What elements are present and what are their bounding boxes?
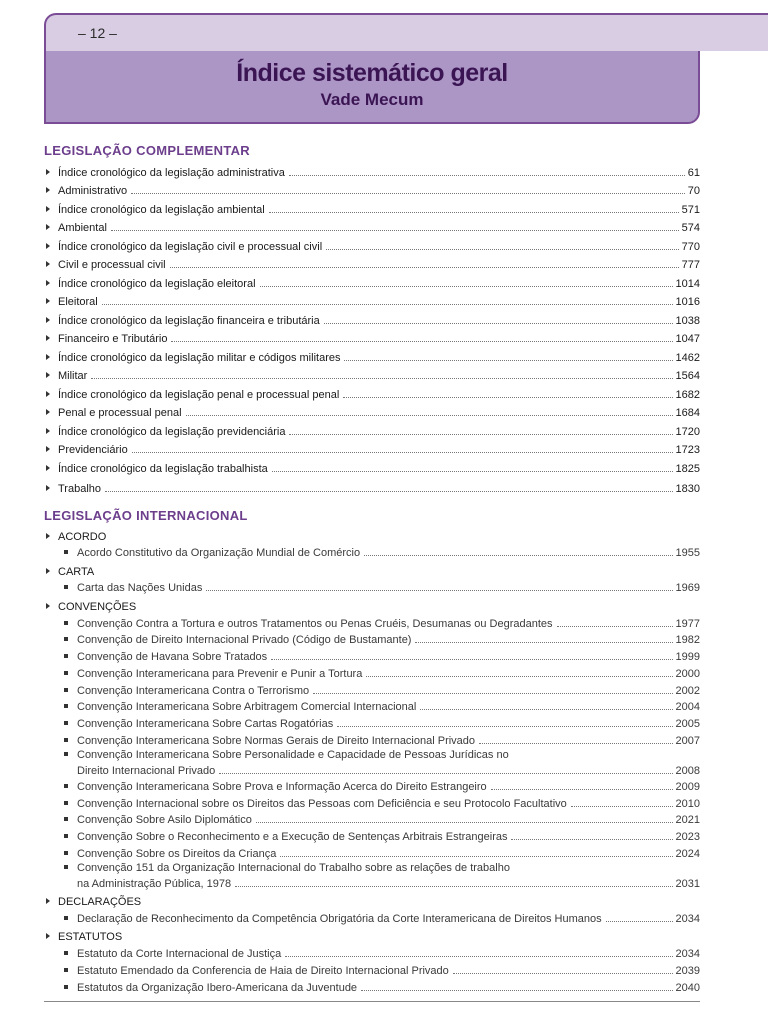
bullet-icon [64, 865, 68, 869]
index-entry[interactable] [46, 481, 700, 495]
entry-page: 1682 [675, 389, 700, 401]
entry-page: 1830 [675, 483, 700, 495]
arrow-right-icon [46, 298, 50, 304]
entry-label: Convenção Contra a Tortura e outros Tratamentos ou Penas Cruéis, Desumanas ou Degradantes [77, 618, 553, 630]
index-entry[interactable] [46, 387, 700, 401]
entry-page: 1462 [675, 352, 700, 364]
entry-label: Índice cronológico da legislação civil e processual civil [58, 241, 323, 253]
entry-label: Acordo Constitutivo da Organização Mundial de Comércio [77, 547, 361, 559]
dot-leader [420, 709, 672, 710]
index-entry[interactable] [46, 294, 700, 308]
entry-label: Convenção Interamericana Sobre Cartas Rogatórias [77, 718, 334, 730]
group-acordo [46, 529, 106, 543]
index-entry[interactable] [62, 716, 700, 730]
dot-leader [479, 743, 672, 744]
entry-label: Índice cronológico da legislação financeira e tributária [58, 315, 320, 327]
arrow-right-icon [46, 428, 50, 434]
dot-leader [131, 193, 685, 194]
index-entry[interactable] [46, 442, 700, 456]
arrow-right-icon [46, 933, 50, 939]
entry-page: 1999 [675, 651, 700, 663]
entry-page: 770 [681, 241, 700, 253]
entry-label: Ambiental [58, 222, 107, 234]
arrow-right-icon [46, 446, 50, 452]
conv-151-entry[interactable] [62, 862, 510, 874]
entry-page: 2010 [675, 798, 700, 810]
arrow-right-icon [46, 409, 50, 415]
entry-label: Convenção Interamericana Sobre Normas Gerais de Direito Internacional Privado [77, 735, 476, 747]
entry-label: Índice cronológico da legislação militar e códigos militares [58, 352, 341, 364]
index-entry[interactable] [62, 963, 700, 977]
dot-leader [344, 360, 672, 361]
entry-label: Índice cronológico da legislação administrativa [58, 167, 285, 179]
dot-leader [269, 212, 679, 213]
header-banner [44, 51, 700, 124]
section-legislacao-complementar: LEGISLAÇÃO COMPLEMENTAR [44, 143, 250, 158]
entry-page: 2023 [675, 831, 700, 843]
entry-label-line2: na Administração Pública, 1978 [77, 878, 232, 890]
entry-label: Convenção Interamericana Contra o Terrorismo [77, 685, 310, 697]
index-entry[interactable] [62, 580, 700, 594]
dot-leader [171, 341, 672, 342]
index-entry[interactable] [46, 202, 700, 216]
index-entry[interactable] [62, 980, 700, 994]
entry-label: Índice cronológico da legislação ambiental [58, 204, 265, 216]
entry-page: 2040 [675, 982, 700, 994]
entry-label: Militar [58, 370, 88, 382]
bullet-icon [64, 784, 68, 788]
entry-label: Declaração de Reconhecimento da Competência Obrigatória da Corte Interamericana de Direitos Humanos [77, 913, 602, 925]
arrow-right-icon [46, 169, 50, 175]
entry-label: Previdenciário [58, 444, 128, 456]
group-declaracoes [46, 894, 141, 908]
dot-leader [337, 726, 672, 727]
dot-leader [343, 397, 672, 398]
dot-leader [170, 267, 679, 268]
index-entry[interactable] [62, 779, 700, 793]
index-entry[interactable] [62, 616, 700, 630]
entry-label: Estatutos da Organização Ibero-Americana da Juventude [77, 982, 358, 994]
dot-leader [285, 956, 672, 957]
bullet-icon [64, 704, 68, 708]
dot-leader [453, 973, 673, 974]
conv-personalidade-entry[interactable] [62, 749, 509, 761]
arrow-right-icon [46, 335, 50, 341]
arrow-right-icon [46, 391, 50, 397]
index-entry[interactable] [62, 632, 700, 646]
entry-page: 1564 [675, 370, 700, 382]
index-entry[interactable] [46, 461, 700, 475]
dot-leader [289, 434, 672, 435]
bottom-divider [44, 1001, 700, 1002]
conv-151-entry-continuation[interactable] [77, 876, 700, 890]
entry-page: 1038 [675, 315, 700, 327]
dot-leader [91, 378, 672, 379]
entry-label: Penal e processual penal [58, 407, 182, 419]
bullet-icon [64, 968, 68, 972]
entry-label: Convenção Sobre o Reconhecimento e a Execução de Sentenças Arbitrais Estrangeiras [77, 831, 508, 843]
entry-label: Índice cronológico da legislação penal e processual penal [58, 389, 340, 401]
entry-page: 2000 [675, 668, 700, 680]
entry-page: 2034 [675, 913, 700, 925]
dot-leader [105, 491, 673, 492]
dot-leader [415, 642, 672, 643]
index-entry[interactable] [62, 946, 700, 960]
entry-label: Estatuto Emendado da Conferencia de Haia de Direito Internacional Privado [77, 965, 449, 977]
index-entry[interactable] [62, 545, 700, 559]
arrow-right-icon [46, 317, 50, 323]
arrow-right-icon [46, 187, 50, 193]
dot-leader [364, 555, 672, 556]
entry-label: Trabalho [58, 483, 102, 495]
entry-label: Índice cronológico da legislação previdenciária [58, 426, 286, 438]
index-entry[interactable] [46, 183, 700, 197]
bullet-icon [64, 738, 68, 742]
dot-leader [571, 806, 673, 807]
arrow-right-icon [46, 224, 50, 230]
index-entry[interactable] [62, 911, 700, 925]
index-entry[interactable] [46, 368, 700, 382]
dot-leader [219, 773, 672, 774]
dot-leader [606, 921, 673, 922]
entry-label: Índice cronológico da legislação trabalhista [58, 463, 268, 475]
dot-leader [557, 626, 673, 627]
index-entry[interactable] [46, 331, 700, 345]
entry-page: 1720 [675, 426, 700, 438]
entry-page: 2024 [675, 848, 700, 860]
index-entry[interactable] [46, 405, 700, 419]
arrow-right-icon [46, 533, 50, 539]
entry-label: Eleitoral [58, 296, 98, 308]
entry-label: Financeiro e Tributário [58, 333, 168, 345]
entry-page: 2031 [675, 878, 700, 890]
entry-page: 2034 [675, 948, 700, 960]
entry-page: 571 [681, 204, 700, 216]
group-carta [46, 564, 94, 578]
arrow-right-icon [46, 898, 50, 904]
entry-page: 2004 [675, 701, 700, 713]
index-entry[interactable] [46, 276, 700, 290]
bullet-icon [64, 550, 68, 554]
index-entry[interactable] [46, 424, 700, 438]
dot-leader [366, 676, 672, 677]
group-label: ACORDO [58, 531, 107, 543]
entry-page: 2008 [675, 765, 700, 777]
entry-label: Convenção Internacional sobre os Direitos das Pessoas com Deficiência e seu Protocolo Facultativo [77, 798, 567, 810]
group-label: CONVENÇÕES [58, 601, 137, 613]
dot-leader [186, 415, 673, 416]
entry-page: 1723 [675, 444, 700, 456]
bullet-icon [64, 637, 68, 641]
group-label: DECLARAÇÕES [58, 896, 142, 908]
entry-page: 70 [687, 185, 700, 197]
entry-page: 1955 [675, 547, 700, 559]
bullet-icon [64, 801, 68, 805]
page-subtitle: Vade Mecum [320, 90, 424, 109]
dot-leader [511, 839, 672, 840]
arrow-right-icon [46, 465, 50, 471]
arrow-right-icon [46, 568, 50, 574]
dot-leader [491, 789, 673, 790]
dot-leader [271, 659, 672, 660]
bullet-icon [64, 585, 68, 589]
entry-label: Convenção Interamericana Sobre Prova e Informação Acerca do Direito Estrangeiro [77, 781, 487, 793]
entry-page: 1969 [675, 582, 700, 594]
bullet-icon [64, 817, 68, 821]
entry-label: Civil e processual civil [58, 259, 166, 271]
arrow-right-icon [46, 485, 50, 491]
dot-leader [272, 471, 673, 472]
index-entry[interactable] [62, 733, 700, 747]
arrow-right-icon [46, 206, 50, 212]
dot-leader [313, 693, 672, 694]
entry-page: 2009 [675, 781, 700, 793]
dot-leader [289, 175, 685, 176]
entry-page: 2039 [675, 965, 700, 977]
bullet-icon [64, 752, 68, 756]
arrow-right-icon [46, 261, 50, 267]
index-entry[interactable] [62, 812, 700, 826]
entry-label: Administrativo [58, 185, 128, 197]
bullet-icon [64, 951, 68, 955]
bullet-icon [64, 654, 68, 658]
dot-leader [260, 286, 673, 287]
bullet-icon [64, 851, 68, 855]
arrow-right-icon [46, 354, 50, 360]
entry-page: 61 [687, 167, 700, 179]
bullet-icon [64, 671, 68, 675]
arrow-right-icon [46, 243, 50, 249]
entry-page: 1047 [675, 333, 700, 345]
dot-leader [132, 452, 673, 453]
entry-label-line2: Direito Internacional Privado [77, 765, 216, 777]
entry-label: Carta das Nações Unidas [77, 582, 203, 594]
index-entry[interactable] [46, 257, 700, 271]
bullet-icon [64, 688, 68, 692]
arrow-right-icon [46, 280, 50, 286]
entry-page: 777 [681, 259, 700, 271]
index-entry[interactable] [62, 683, 700, 697]
entry-page: 574 [681, 222, 700, 234]
bullet-icon [64, 985, 68, 989]
page-number: – 12 – [78, 25, 117, 41]
index-entry[interactable] [62, 666, 700, 680]
conv-personalidade-entry-continuation[interactable] [77, 763, 700, 777]
entry-label: Convenção Sobre os Direitos da Criança [77, 848, 277, 860]
entry-label: Estatuto da Corte Internacional de Justiça [77, 948, 282, 960]
dot-leader [324, 323, 673, 324]
index-entry[interactable] [46, 313, 700, 327]
entry-page: 1825 [675, 463, 700, 475]
entry-label: Convenção de Direito Internacional Privado (Código de Bustamante) [77, 634, 412, 646]
index-entry[interactable] [62, 699, 700, 713]
entry-label: Convenção Sobre Asilo Diplomático [77, 814, 252, 826]
section-legislacao-internacional: LEGISLAÇÃO INTERNACIONAL [44, 508, 248, 523]
arrow-right-icon [46, 372, 50, 378]
dot-leader [256, 822, 673, 823]
index-entry[interactable] [62, 829, 700, 843]
bullet-icon [64, 621, 68, 625]
index-entry[interactable] [62, 649, 700, 663]
index-entry[interactable] [46, 239, 700, 253]
dot-leader [111, 230, 679, 231]
bullet-icon [64, 916, 68, 920]
group-label: CARTA [58, 566, 95, 578]
entry-page: 1982 [675, 634, 700, 646]
entry-label: Convenção Interamericana para Prevenir e Punir a Tortura [77, 668, 363, 680]
dot-leader [361, 990, 672, 991]
page-title: Índice sistemático geral [236, 59, 508, 87]
index-entry[interactable] [46, 220, 700, 234]
entry-page: 2007 [675, 735, 700, 747]
entry-page: 1684 [675, 407, 700, 419]
dot-leader [206, 590, 672, 591]
entry-label-line1: Convenção Interamericana Sobre Personalidade e Capacidade de Pessoas Jurídicas no [77, 749, 509, 761]
entry-label-line1: Convenção 151 da Organização Internacional do Trabalho sobre as relações de trabalho [77, 862, 510, 874]
group-label: ESTATUTOS [58, 931, 123, 943]
dot-leader [280, 856, 672, 857]
index-entry[interactable] [46, 165, 700, 179]
dot-leader [235, 886, 672, 887]
index-entry[interactable] [62, 796, 700, 810]
index-entry[interactable] [62, 846, 700, 860]
header-tab [44, 13, 768, 51]
entry-page: 1014 [675, 278, 700, 290]
entry-page: 1977 [675, 618, 700, 630]
entry-label: Convenção de Havana Sobre Tratados [77, 651, 268, 663]
entry-page: 2021 [675, 814, 700, 826]
group-estatutos [46, 929, 122, 943]
entry-label: Índice cronológico da legislação eleitoral [58, 278, 256, 290]
group-convencoes [46, 599, 136, 613]
entry-page: 2005 [675, 718, 700, 730]
arrow-right-icon [46, 603, 50, 609]
bullet-icon [64, 834, 68, 838]
bullet-icon [64, 721, 68, 725]
index-entry[interactable] [46, 350, 700, 364]
dot-leader [102, 304, 673, 305]
entry-page: 2002 [675, 685, 700, 697]
entry-label: Convenção Interamericana Sobre Arbitragem Comercial Internacional [77, 701, 417, 713]
entry-page: 1016 [675, 296, 700, 308]
dot-leader [326, 249, 679, 250]
